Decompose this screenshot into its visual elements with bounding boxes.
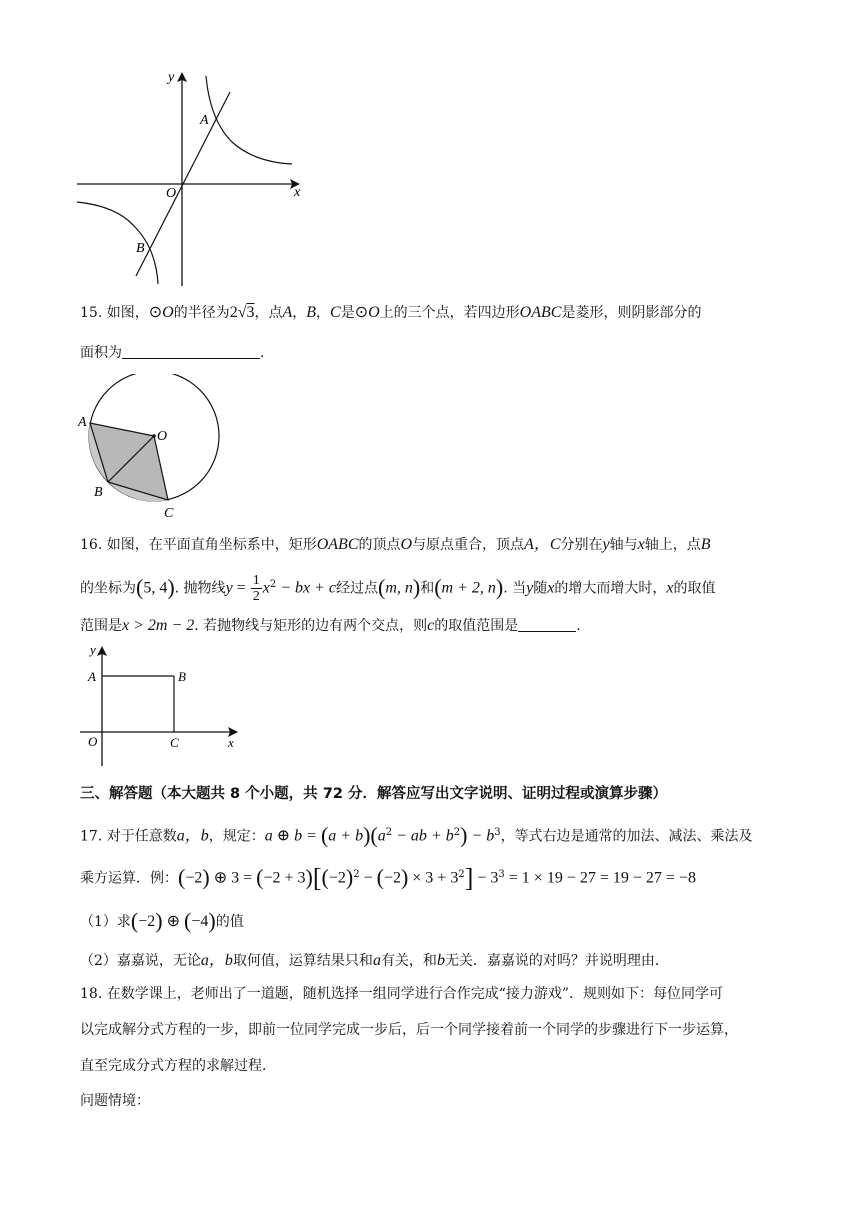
q15-number: 15.	[80, 305, 103, 321]
fraction-one-half: $\frac{1}{2}$	[252, 573, 260, 605]
label-o: O	[166, 186, 177, 201]
q17-line-1: 17. 对于任意数a，b，规定：a ⊕ $b = (a + b)(a^2$ − ab + $b^2) - b^3$，等式右边是通常的加法、减法、乘法及	[80, 822, 753, 848]
label-y: y	[90, 642, 96, 657]
label-a: A	[78, 415, 87, 430]
q16-number: 16.	[80, 537, 103, 553]
section-3-title: 三、解答题（本大题共 8 个小题，共 72 分．解答应写出文字说明、证明过程或演算步骤）	[80, 786, 667, 802]
label-b: B	[136, 241, 145, 256]
q18-line-2: 以完成解分式方程的一步，即前一位同学完成一步后，后一个同学接着前一个同学的步骤进行下一步运算，	[80, 1022, 738, 1038]
label-a: A	[88, 669, 96, 684]
hyperbola-branch-2	[77, 202, 158, 284]
center-point	[152, 434, 156, 438]
q16-line-3: 范围是x > 2m − 2. 若抛物线与矩形的边有两个交点，则c的取值范围是 .	[80, 617, 581, 634]
q18-line-1: 18. 在数学课上，老师出了一道题，随机选择一组同学进行合作完成“接力游戏”．规则如下：每位同学可	[80, 986, 724, 1002]
label-b: B	[178, 669, 186, 684]
q16-line-1: 16. 如图，在平面直角坐标系中，矩形OABC的顶点O与原点重合，顶点A，C分别在y轴与x轴上，点B	[80, 536, 711, 553]
answer-blank[interactable]	[518, 617, 576, 632]
answer-blank[interactable]	[122, 344, 260, 359]
q17-sub-2: （2）嘉嘉说，无论a，b取何值，运算结果只和a有关，和b无关．嘉嘉说的对吗？并说明理由．	[80, 952, 669, 969]
label-y: y	[168, 70, 175, 85]
figure-15-circle	[74, 374, 224, 522]
q15-line-1: 15. 如图，⊙O的半径为2√3，点A，B，C是⊙O上的三个点，若四边形OABC是菱形，则阴影部分的	[80, 304, 702, 321]
label-c: C	[164, 506, 174, 521]
q18-line-3: 直至完成分式方程的求解过程．	[80, 1058, 276, 1074]
label-x: x	[294, 185, 301, 200]
q16-line-2: 的坐标为(5, 4). 抛物线y = $\frac{1}{2}$ $x^2$ − bx + c经过点(m, n)和(m + 2, n). 当y随x的增大而增大时，x的取值	[80, 573, 716, 605]
label-a: A	[200, 113, 209, 128]
label-b: B	[94, 485, 103, 500]
q17-sub-1: （1）求(−2) ⊕ (−4)的值	[80, 908, 244, 933]
label-x: x	[228, 735, 234, 750]
hyperbola-branch-1	[206, 76, 292, 164]
figure-16-rectangle	[76, 640, 246, 770]
q15-line-2: 面积为 .	[80, 345, 265, 361]
q17-line-2: 乘方运算．例：(−2) ⊕ $3 = (-2 + 3)[(-2)^2 - (-2) \times 3 + 3^2] - 3^3 = 1 \times 19 - 27 = 19 - 27 = -8$	[80, 863, 696, 893]
q18-line-4: 问题情境：	[80, 1093, 150, 1109]
q17-number: 17.	[80, 828, 103, 845]
sqrt-symbol: √	[237, 304, 247, 321]
q18-number: 18.	[80, 986, 103, 1002]
figure-14-graph	[72, 66, 312, 290]
label-o: O	[157, 429, 168, 444]
label-o: O	[88, 734, 98, 749]
label-c: C	[170, 735, 179, 750]
